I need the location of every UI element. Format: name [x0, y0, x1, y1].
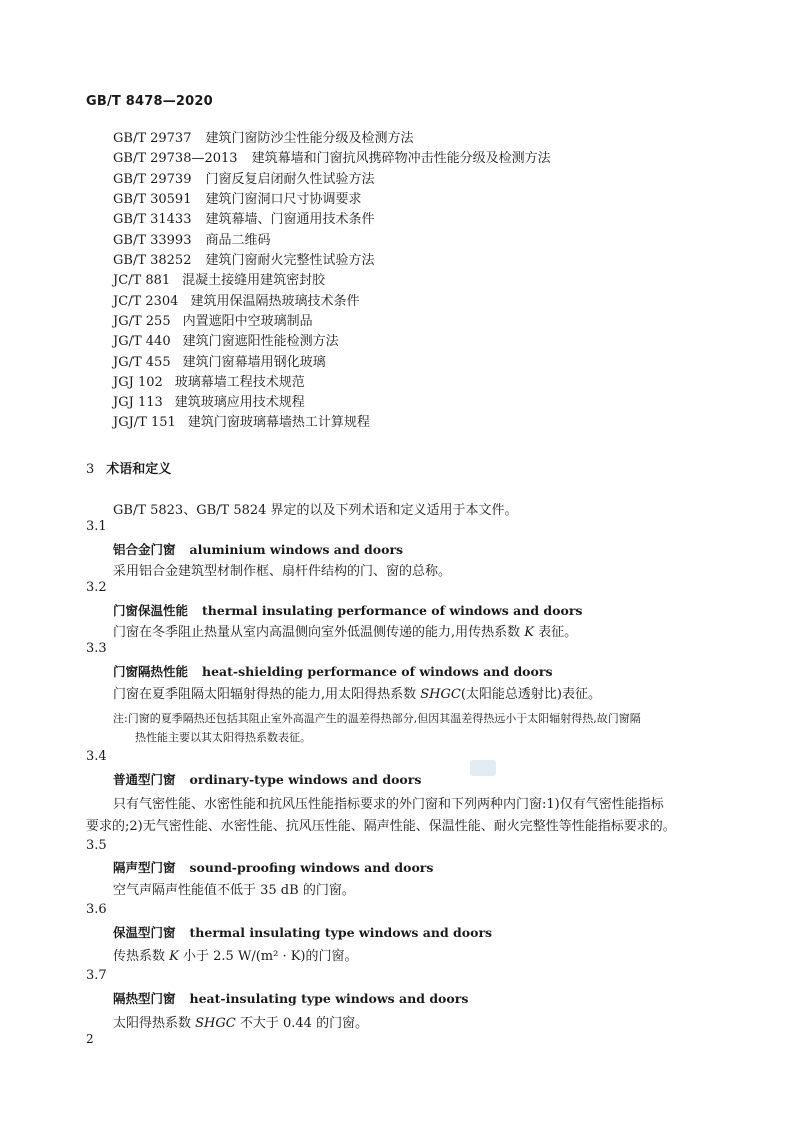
reference-item — [113, 233, 271, 249]
reference-title: 建筑门窗防沙尘性能分级及检测方法 — [205, 131, 414, 146]
variable-k: K — [524, 625, 534, 640]
reference-code: JG/T 255 — [113, 314, 171, 329]
page-number: 2 — [86, 1032, 94, 1046]
reference-code: JGJ 102 — [113, 375, 163, 390]
term-number: 3.4 — [86, 749, 107, 764]
term-definition-continued: 要求的;2)无气密性能、水密性能、抗风压性能、隔声性能、保温性能、耐火完整性等性能指标要求的。 — [86, 819, 676, 834]
term-en: heat-shielding performance of windows and doors — [202, 664, 553, 679]
term-number: 3.2 — [86, 580, 107, 595]
term-heading — [113, 923, 492, 941]
reference-code: JC/T 2304 — [113, 294, 179, 309]
term-definition: 太阳得热系数 SHGC 不大于 0.44 的门窗。 — [113, 1016, 369, 1031]
reference-item — [113, 212, 375, 228]
reference-title: 门窗反复启闭耐久性试验方法 — [205, 172, 375, 187]
reference-item — [113, 314, 313, 330]
term-en: ordinary-type windows and doors — [189, 772, 422, 787]
term-definition: 门窗在夏季阻隔太阳辐射得热的能力,用太阳得热系数 SHGC(太阳能总透射比)表征。 — [113, 687, 602, 702]
section-number: 3 — [86, 462, 95, 477]
reference-code: JG/T 455 — [113, 355, 171, 370]
term-cn: 门窗隔热性能 — [113, 664, 189, 679]
reference-code: JG/T 440 — [113, 334, 171, 349]
term-en: heat-insulating type windows and doors — [189, 991, 469, 1006]
watermark-stamp — [470, 760, 496, 776]
term-number: 3.5 — [86, 838, 107, 853]
term-cn: 保温型门窗 — [113, 925, 176, 940]
term-en: thermal insulating performance of windows and doors — [202, 603, 583, 618]
term-en: thermal insulating type windows and doors — [189, 925, 493, 940]
term-note-continued: 热性能主要以其太阳得热系数表征。 — [135, 731, 311, 744]
reference-item — [113, 415, 370, 431]
reference-item — [113, 172, 375, 188]
reference-code: JGJ/T 151 — [113, 415, 176, 430]
reference-title: 建筑门窗耐火完整性试验方法 — [205, 253, 375, 268]
reference-item — [113, 355, 326, 371]
variable-shgc: SHGC — [195, 1016, 236, 1031]
term-heading — [113, 770, 421, 788]
term-number: 3.1 — [86, 519, 107, 534]
term-number: 3.3 — [86, 641, 107, 656]
term-definition: 只有气密性能、水密性能和抗风压性能指标要求的外门窗和下列两种内门窗:1)仅有气密性能指标 — [113, 797, 664, 812]
reference-code: GB/T 33993 — [113, 233, 192, 248]
reference-item — [113, 294, 359, 310]
reference-code: GB/T 31433 — [113, 212, 192, 227]
section-intro: GB/T 5823、GB/T 5824 界定的以及下列术语和定义适用于本文件。 — [113, 503, 518, 518]
term-cn: 铝合金门窗 — [113, 542, 176, 557]
reference-code: GB/T 30591 — [113, 192, 192, 207]
term-en: sound-proofing windows and doors — [189, 860, 434, 875]
reference-title: 内置遮阳中空玻璃制品 — [182, 314, 313, 329]
reference-code: GB/T 29739 — [113, 172, 192, 187]
term-cn: 隔声型门窗 — [113, 860, 176, 875]
term-number: 3.7 — [86, 968, 107, 983]
reference-title: 玻璃幕墙工程技术规范 — [174, 375, 305, 390]
reference-item — [113, 253, 375, 269]
reference-title: 建筑幕墙和门窗抗风携碎物冲击性能分级及检测方法 — [251, 151, 551, 166]
reference-title: 建筑门窗玻璃幕墙热工计算规程 — [187, 415, 370, 430]
term-cn: 隔热型门窗 — [113, 991, 176, 1006]
reference-title: 混凝土接缝用建筑密封胶 — [182, 273, 326, 288]
reference-item — [113, 334, 339, 350]
reference-title: 建筑门窗洞口尺寸协调要求 — [205, 192, 362, 207]
term-note: 注:门窗的夏季隔热还包括其阻止室外高温产生的温差得热部分,但因其温差得热远小于太阳辐射得热,故门窗隔 — [113, 712, 641, 725]
reference-title: 建筑幕墙、门窗通用技术条件 — [205, 212, 375, 227]
reference-code: GB/T 29737 — [113, 131, 192, 146]
term-definition: 空气声隔声性能值不低于 35 dB 的门窗。 — [113, 883, 355, 898]
reference-title: 建筑门窗幕墙用钢化玻璃 — [182, 355, 326, 370]
term-definition: 传热系数 K 小于 2.5 W/(m² · K)的门窗。 — [113, 949, 358, 964]
reference-code: GB/T 29738—2013 — [113, 151, 238, 166]
term-definition: 门窗在冬季阻止热量从室内高温侧向室外低温侧传递的能力,用传热系数 K 表征。 — [113, 625, 578, 640]
term-cn: 门窗保温性能 — [113, 603, 189, 618]
term-heading — [113, 989, 468, 1007]
term-heading — [113, 662, 552, 680]
term-definition: 采用铝合金建筑型材制作框、扇杆件结构的门、窗的总称。 — [113, 564, 452, 579]
term-number: 3.6 — [86, 902, 107, 917]
term-heading — [113, 858, 433, 876]
reference-title: 建筑玻璃应用技术规程 — [174, 395, 305, 410]
section-heading — [86, 458, 171, 477]
standard-number-header: GB/T 8478—2020 — [86, 94, 213, 109]
term-cn: 普通型门窗 — [113, 772, 176, 787]
term-heading — [113, 540, 403, 558]
reference-title: 商品二维码 — [205, 233, 271, 248]
variable-shgc: SHGC — [420, 687, 461, 702]
reference-code: JGJ 113 — [113, 395, 163, 410]
reference-title: 建筑用保温隔热玻璃技术条件 — [190, 294, 360, 309]
term-en: aluminium windows and doors — [189, 542, 404, 557]
reference-title: 建筑门窗遮阳性能检测方法 — [182, 334, 339, 349]
reference-item — [113, 192, 362, 208]
variable-k: K — [169, 949, 179, 964]
reference-code: JC/T 881 — [113, 273, 171, 288]
reference-code: GB/T 38252 — [113, 253, 192, 268]
section-title: 术语和定义 — [106, 462, 172, 477]
term-heading — [113, 601, 582, 619]
reference-item — [113, 151, 551, 167]
reference-item — [113, 395, 305, 411]
reference-item — [113, 375, 305, 391]
reference-item — [113, 273, 325, 289]
reference-item — [113, 131, 414, 147]
